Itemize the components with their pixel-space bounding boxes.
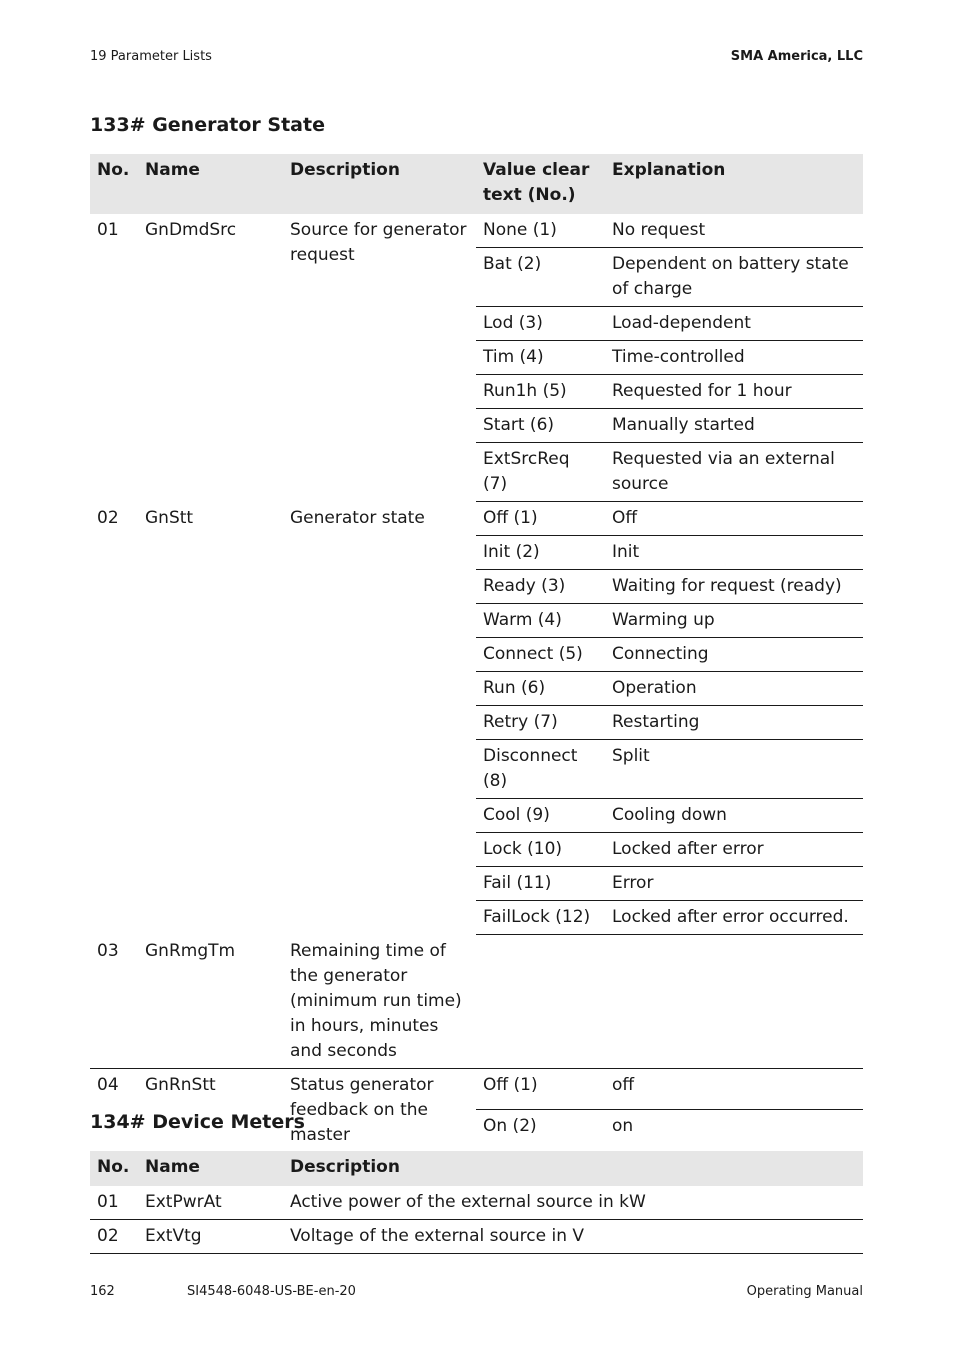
value-clear-text: Cool (9) [476, 799, 605, 833]
value-explanation: on [605, 1110, 863, 1152]
parameter-description: Voltage of the external source in V [283, 1220, 863, 1254]
value-explanation: Manually started [605, 409, 863, 443]
value-clear-text: Off (1) [476, 1068, 605, 1110]
table-row [90, 1068, 863, 1110]
parameter-description: Status generator feedback on the master [290, 1074, 434, 1145]
column-header-no: No. [90, 1151, 138, 1186]
parameter-description: Remaining time of the generator (minimum run time) in hours, minutes and seconds [283, 935, 476, 1069]
table-row [90, 502, 863, 536]
table-header-row [90, 1151, 863, 1186]
table-row [90, 1220, 863, 1254]
device-meters-body [90, 1186, 863, 1254]
document-type: Operating Manual [746, 1284, 863, 1299]
parameter-name: GnRnStt [145, 1074, 216, 1095]
parameter-name: GnRmgTm [138, 935, 283, 1069]
value-explanation: Split [605, 740, 863, 799]
value-clear-text: Warm (4) [476, 604, 605, 638]
value-clear-text: Run1h (5) [476, 375, 605, 409]
parameter-description: Generator state [290, 507, 425, 528]
column-header-name: Name [138, 1151, 283, 1186]
value-clear-text: None (1) [476, 214, 605, 248]
parameter-name: GnStt [145, 507, 194, 528]
column-header-description: Description [283, 1151, 863, 1186]
value-clear-text: On (2) [476, 1110, 605, 1152]
value-explanation: Requested for 1 hour [605, 375, 863, 409]
value-clear-text: Tim (4) [476, 341, 605, 375]
document-id: SI4548-6048-US-BE-en-20 [187, 1284, 356, 1299]
table-row [90, 214, 863, 248]
value-explanation: Locked after error [605, 833, 863, 867]
parameter-description: Source for generator request [290, 220, 467, 265]
device-meters-table [90, 1151, 863, 1254]
table-row [90, 935, 863, 1069]
value-clear-text: Connect (5) [476, 638, 605, 672]
value-clear-text: Lock (10) [476, 833, 605, 867]
value-explanation: Operation [605, 672, 863, 706]
value-clear-text: FailLock (12) [476, 901, 605, 935]
value-explanation: Off [605, 502, 863, 536]
value-explanation: Cooling down [605, 799, 863, 833]
value-explanation: Restarting [605, 706, 863, 740]
value-explanation: Load-dependent [605, 307, 863, 341]
parameter-number: 03 [90, 935, 138, 1069]
value-clear-text: Fail (11) [476, 867, 605, 901]
value-clear-text: Ready (3) [476, 570, 605, 604]
running-header-company: SMA America, LLC [730, 49, 863, 64]
value-explanation: Time-controlled [605, 341, 863, 375]
generator-state-table [90, 154, 863, 1152]
parameter-number: 02 [97, 507, 119, 528]
page-number: 162 [90, 1284, 115, 1299]
parameter-name: GnDmdSrc [145, 220, 237, 240]
value-explanation: Init [605, 536, 863, 570]
table-header-row [90, 154, 863, 214]
generator-state-body [90, 214, 863, 1152]
column-header-value: Value clear text (No.) [476, 154, 605, 214]
column-header-name: Name [138, 154, 283, 214]
parameter-number: 01 [90, 1186, 138, 1220]
section-title-device-meters: 134# Device Meters [90, 1111, 305, 1133]
value-clear-text: Run (6) [476, 672, 605, 706]
value-explanation: Error [605, 867, 863, 901]
value-clear-text: Init (2) [476, 536, 605, 570]
table-row [90, 1186, 863, 1220]
running-header-section: 19 Parameter Lists [90, 49, 212, 64]
value-clear-text [476, 935, 605, 1069]
value-explanation: No request [605, 214, 863, 248]
parameter-description: Active power of the external source in kW [283, 1186, 863, 1220]
value-explanation: Waiting for request (ready) [605, 570, 863, 604]
parameter-number: 04 [97, 1074, 119, 1095]
value-clear-text: Start (6) [476, 409, 605, 443]
value-explanation: Locked after error occurred. [605, 901, 863, 935]
parameter-name: ExtPwrAt [138, 1186, 283, 1220]
value-clear-text: Disconnect (8) [476, 740, 605, 799]
column-header-description: Description [283, 154, 476, 214]
value-explanation [605, 935, 863, 1069]
value-explanation: Warming up [605, 604, 863, 638]
value-clear-text: Off (1) [476, 502, 605, 536]
value-clear-text: Lod (3) [476, 307, 605, 341]
value-clear-text: Retry (7) [476, 706, 605, 740]
parameter-number: 02 [90, 1220, 138, 1254]
value-explanation: Connecting [605, 638, 863, 672]
column-header-no: No. [90, 154, 138, 214]
parameter-number: 01 [97, 220, 119, 240]
value-clear-text: Bat (2) [476, 248, 605, 307]
value-explanation: Requested via an external source [605, 443, 863, 502]
value-explanation: off [605, 1068, 863, 1110]
column-header-explanation: Explanation [605, 154, 863, 214]
parameter-name: ExtVtg [138, 1220, 283, 1254]
section-title-generator-state: 133# Generator State [90, 114, 325, 136]
value-explanation: Dependent on battery state of charge [605, 248, 863, 307]
value-clear-text: ExtSrcReq (7) [476, 443, 605, 502]
